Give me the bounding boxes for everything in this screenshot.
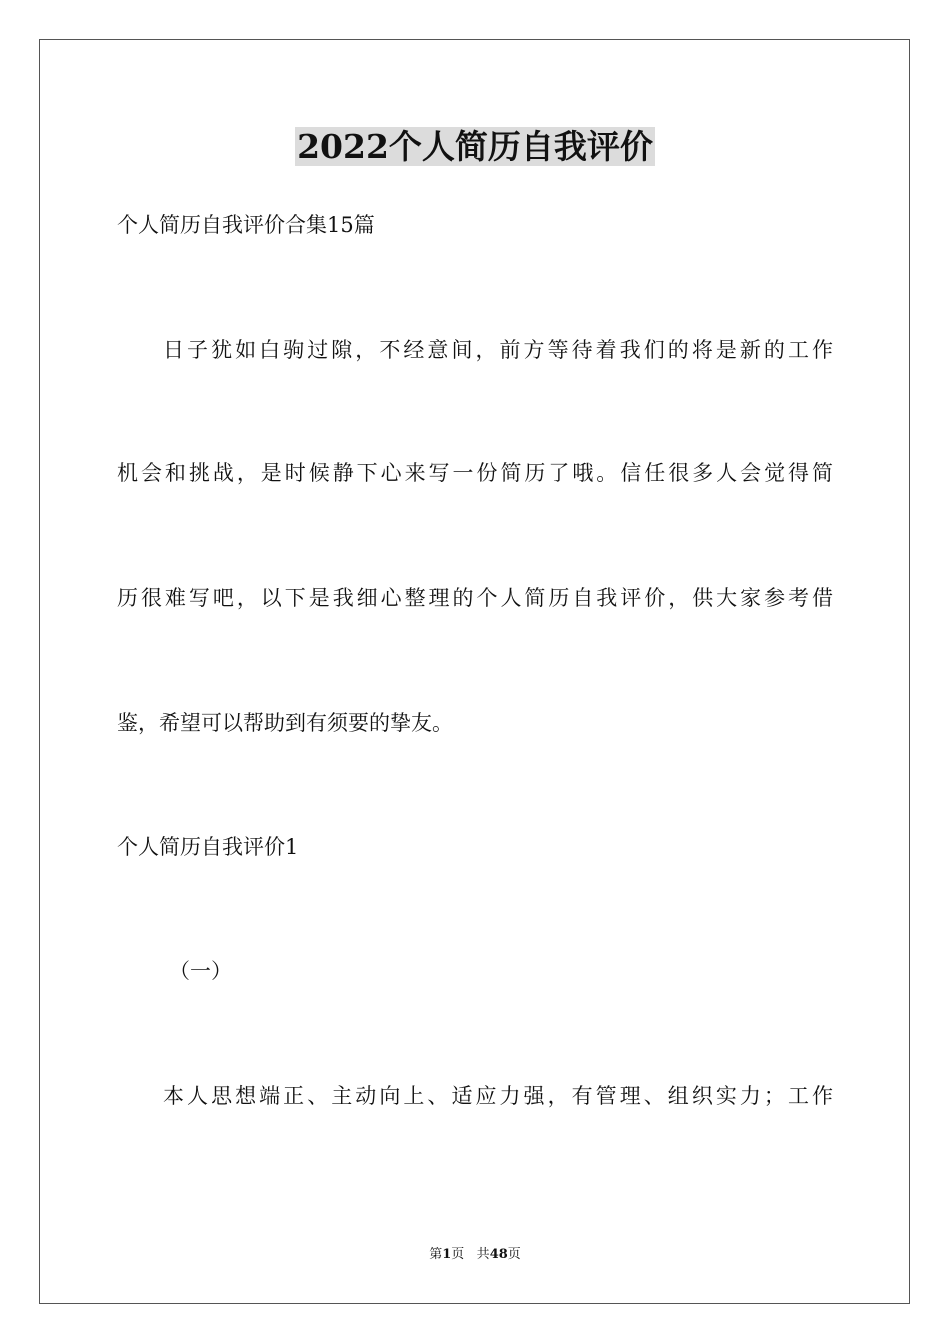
intro-line-4: 鉴，希望可以帮助到有须要的挚友。	[117, 711, 453, 735]
section-heading: 个人简历自我评价1	[117, 835, 299, 859]
intro-line-1: 日子犹如白驹过隙，不经意间，前方等待着我们的将是新的工作	[163, 338, 833, 362]
footer-total-pages: 48	[489, 1247, 508, 1262]
page-footer	[0, 1246, 950, 1264]
document-title-text: 2022个人简历自我评价	[297, 127, 653, 166]
footer-total-suffix: 页	[507, 1247, 521, 1262]
footer-page-number: 1	[442, 1247, 452, 1262]
document-subtitle: 个人简历自我评价合集15篇	[117, 213, 375, 237]
document-title	[0, 124, 950, 170]
footer-page-prefix: 第	[429, 1247, 443, 1262]
footer-page-suffix: 页	[451, 1247, 465, 1262]
subsection-label: （一）	[169, 959, 232, 983]
body-line-1: 本人思想端正、主动向上、适应力强，有管理、组织实力；工作	[163, 1084, 833, 1108]
intro-line-3: 历很难写吧，以下是我细心整理的个人简历自我评价，供大家参考借	[117, 586, 833, 610]
footer-total-prefix: 共	[476, 1247, 490, 1262]
intro-line-2: 机会和挑战，是时候静下心来写一份简历了哦。信任很多人会觉得简	[117, 461, 833, 485]
